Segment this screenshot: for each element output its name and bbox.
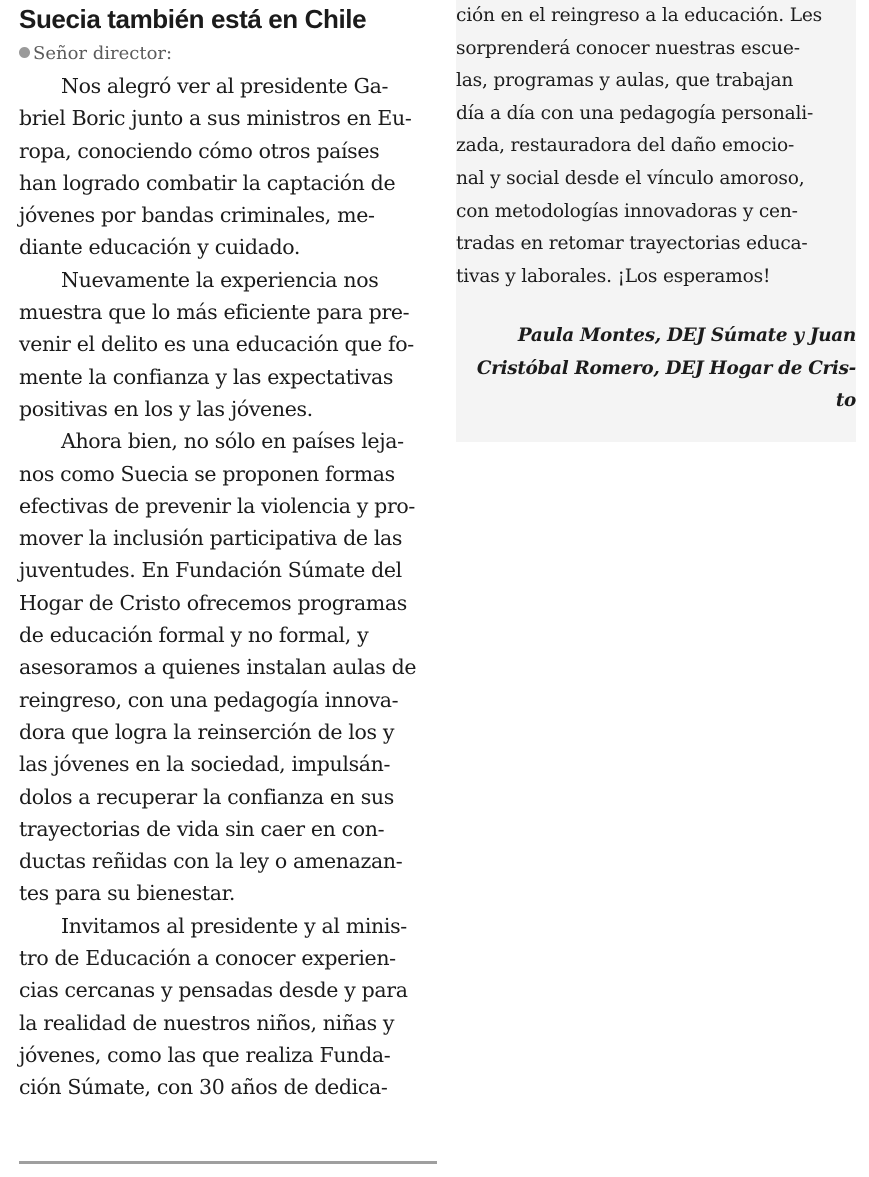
text-line: las, programas y aulas, que trabajan: [456, 70, 794, 92]
text-line: diante educación y cuidado.: [19, 235, 301, 260]
text-line: zada, restauradora del daño emocio-: [456, 135, 795, 157]
text-line: tivas y laborales. ¡Los esperamos!: [456, 265, 771, 287]
text-line: tes para su bienestar.: [19, 881, 236, 906]
text-line: cias cercanas y pensadas desde y para: [19, 978, 408, 1003]
text-line: muestra que lo más eficiente para pre-: [19, 300, 410, 325]
text-line: Hogar de Cristo ofrecemos programas: [19, 590, 407, 615]
text-line: venir el delito es una educación que fo-: [19, 332, 414, 357]
text-line: las jóvenes en la sociedad, impulsán-: [19, 752, 391, 777]
bottom-rule: [19, 1161, 437, 1164]
salutation-text: Señor director:: [33, 43, 173, 64]
signature-line: Cristóbal Romero, DEJ Hogar de Cris-: [476, 357, 856, 379]
salutation: [19, 38, 434, 70]
text-line: tro de Educación a conocer experien-: [19, 946, 396, 971]
text-line: con metodologías innovadoras y cen-: [456, 200, 798, 222]
text-line: ropa, conociendo cómo otros países: [19, 138, 380, 163]
body-text-continued: [456, 0, 856, 293]
bullet-icon: [19, 47, 30, 58]
signature: [456, 320, 856, 417]
signature-line: Paula Montes, DEJ Súmate y Juan: [517, 325, 856, 347]
text-line: jóvenes por bandas criminales, me-: [19, 203, 375, 228]
text-line: ción Súmate, con 30 años de dedica-: [19, 1075, 388, 1100]
text-line: Nos alegró ver al presidente Ga-: [61, 74, 389, 98]
signature-line: to: [835, 390, 856, 412]
text-line: juventudes. En Fundación Súmate del: [19, 558, 402, 583]
text-line: trayectorias de vida sin caer en con-: [19, 816, 385, 841]
text-line: dolos a recuperar la confianza en sus: [19, 784, 394, 809]
text-line: briel Boric junto a sus ministros en Eu-: [19, 106, 412, 131]
text-line: tradas en retomar trayectorias educa-: [456, 233, 808, 255]
headline: Suecia también está en Chile: [19, 4, 367, 34]
text-line: Invitamos al presidente y al minis-: [61, 913, 407, 938]
text-line: ción en el reingreso a la educación. Les: [456, 5, 823, 26]
text-line: mover la inclusión participativa de las: [19, 526, 403, 551]
text-line: nal y social desde el vínculo amoroso,: [456, 167, 805, 189]
right-column: [456, 0, 856, 442]
text-line: nos como Suecia se proponen formas: [19, 461, 395, 486]
text-line: dora que logra la reinserción de los y: [19, 719, 395, 744]
text-line: sorprenderá conocer nuestras escue-: [456, 37, 800, 59]
text-line: la realidad de nuestros niños, niñas y: [19, 1010, 395, 1035]
text-line: de educación formal y no formal, y: [19, 623, 369, 648]
left-column: [19, 0, 434, 1104]
text-line: día a día con una pedagogía personali-: [456, 102, 814, 124]
text-line: mente la confianza y las expectativas: [19, 364, 394, 389]
text-line: han logrado combatir la captación de: [19, 170, 396, 195]
text-line: reingreso, con una pedagogía innova-: [19, 687, 399, 712]
text-line: asesoramos a quienes instalan aulas de: [19, 655, 417, 680]
text-line: jóvenes, como las que realiza Funda-: [19, 1042, 391, 1067]
text-line: Nuevamente la experiencia nos: [61, 267, 379, 292]
text-line: ductas reñidas con la ley o amenazan-: [19, 849, 403, 874]
body-text: [19, 70, 434, 1104]
text-line: positivas en los y las jóvenes.: [19, 396, 313, 421]
text-line: efectivas de prevenir la violencia y pro-: [19, 493, 415, 518]
text-line: Ahora bien, no sólo en países leja-: [61, 429, 404, 454]
